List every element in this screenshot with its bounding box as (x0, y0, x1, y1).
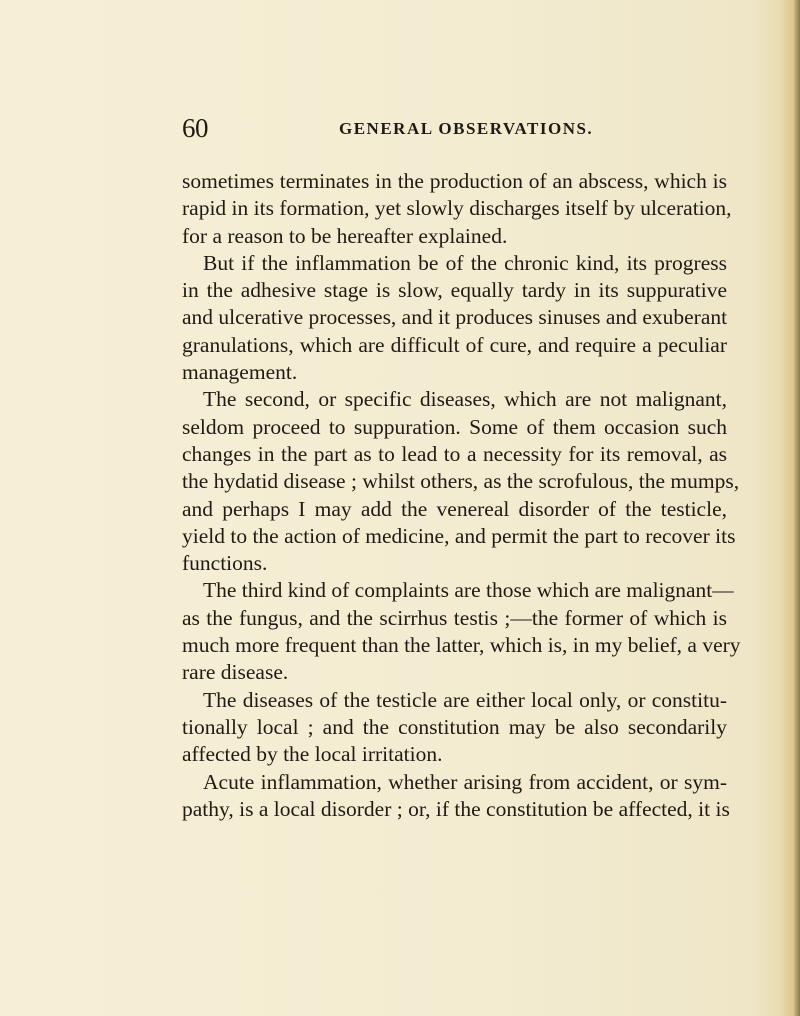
text-line: pathy, is a local disorder ; or, if the constitution be affected, it is (182, 796, 730, 821)
text-line: The third kind of complaints are those which are malignant— (203, 578, 734, 603)
body-text (182, 168, 741, 823)
text-line: granulations, which are difficult of cure, and require a peculiar (182, 332, 727, 357)
page-edge (794, 0, 800, 1016)
text-line: sometimes terminates in the production of an abscess, which is (182, 169, 727, 193)
text-line: functions. (182, 551, 268, 576)
text-line: rapid in its formation, yet slowly discharges itself by ulceration, (182, 196, 732, 221)
text-line: as the fungus, and the scirrhus testis ;—the former of which is (182, 605, 727, 630)
running-head: GENERAL OBSERVATIONS. (339, 119, 594, 138)
text-line: seldom proceed to suppuration. Some of them occasion such (182, 414, 727, 439)
text-line: yield to the action of medicine, and permit the part to recover its (182, 523, 736, 548)
text-line: much more frequent than the latter, which is, in my belief, a very (182, 633, 741, 658)
text-line: Acute inflammation, whether arising from accident, or sym- (203, 769, 727, 794)
text-line: changes in the part as to lead to a necessity for its removal, as (182, 441, 727, 466)
text-line: for a reason to be hereafter explained. (182, 223, 508, 248)
text-line: tionally local ; and the constitution may be also secondarily (182, 714, 727, 739)
page-header (182, 113, 727, 143)
text-line: rare disease. (182, 660, 289, 685)
text-line: in the adhesive stage is slow, equally tardy in its suppurative (182, 278, 727, 303)
page-number: 60 (182, 113, 208, 143)
text-line: and ulcerative processes, and it produces sinuses and exuberant (182, 305, 728, 330)
text-line: and perhaps I may add the venereal disorder of the testicle, (182, 496, 727, 521)
text-line: the hydatid disease ; whilst others, as the scrofulous, the mumps, (182, 469, 740, 494)
text-line: The diseases of the testicle are either local only, or constitu- (203, 687, 727, 712)
text-line: management. (182, 360, 298, 385)
page-edge-shadow (780, 0, 794, 1016)
text-line: affected by the local irritation. (182, 742, 443, 767)
text-line: The second, or specific diseases, which are not malignant, (203, 387, 727, 412)
text-line: But if the inflammation be of the chronic kind, its progress (203, 250, 727, 275)
